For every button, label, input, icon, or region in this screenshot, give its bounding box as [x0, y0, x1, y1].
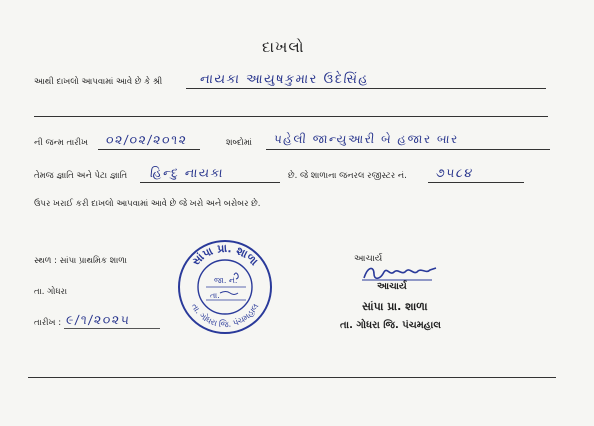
birth-date-label: ની જન્મ તારીખ — [34, 138, 88, 148]
caste-label: તેમજ જ્ઞાતિ અને પેટા જ્ઞાતિ — [34, 171, 128, 181]
closing-line: ઉપર ખરાઈ કરી દાખલો આપવામાં આવે છે જે ખરો અને બરોબર છે. — [34, 199, 261, 209]
date-underline — [64, 328, 160, 329]
taluka-label: તા. ગોધરા — [34, 287, 68, 297]
caste-value: હિન્દુ નાયકા — [149, 165, 225, 180]
date-label: તારીખ : — [34, 318, 62, 328]
student-name: નાયકા આયુષકુમાર ઉદેસિંહ — [199, 72, 370, 87]
stamp-school-name: સાંપા પ્રા. શાળા — [362, 300, 428, 313]
stamp-center-line2: તા. — [210, 291, 220, 300]
name-underline — [186, 88, 546, 89]
register-number: ૭૫૮૪ — [435, 165, 475, 180]
principal-label: આચાર્ય — [354, 254, 383, 264]
intro-label: આથી દાખલો આપવામાં આવે છે કે શ્રી — [34, 77, 163, 87]
birth-date-digits: ૦૨/૦૨/૨૦૧૨ — [105, 132, 189, 147]
register-label: છે. જે શાળાના જનરલ રજીસ્ટર નં. — [288, 171, 407, 181]
blank-line — [34, 116, 548, 117]
in-words-label: શબ્દોમાં — [226, 138, 252, 148]
stamp-principal: આચાર્ય — [377, 281, 407, 292]
birth-date-underline — [98, 149, 200, 150]
caste-underline — [140, 182, 280, 183]
register-underline — [428, 182, 524, 183]
stamp-taluka: તા. ગોધરા જિ. પંચમહાલ — [340, 320, 441, 331]
place-label: સ્થળ : સાંપા પ્રાથમિક શાળા — [34, 256, 127, 266]
stamp-bottom-text: તા. ગોધરા જિ. પંચમહાલ — [188, 302, 262, 331]
school-round-stamp — [176, 238, 274, 336]
birth-words-underline — [266, 149, 550, 150]
stamp-center-line1: જા. નં. — [214, 276, 238, 285]
stamp-top-text: સાંપા પ્રા. શાળા — [189, 241, 261, 269]
bottom-rule — [28, 377, 556, 378]
date-value: ૯/૧/૨૦૨૫ — [65, 312, 132, 327]
birth-date-words: પહેલી જાન્યુઆરી બે હજાર બાર — [273, 132, 460, 146]
page-title: દાખલો — [262, 38, 305, 56]
